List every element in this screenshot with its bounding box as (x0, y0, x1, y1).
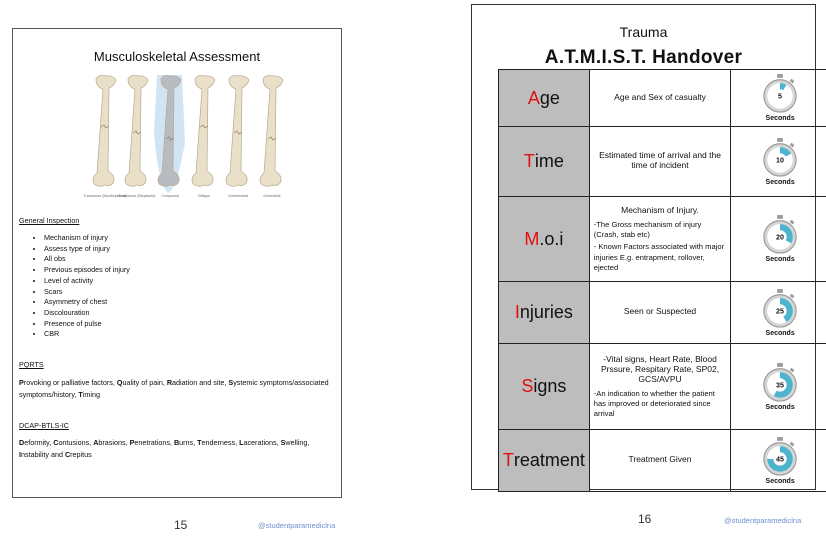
text-fragment: ystemic symptoms/associated symptoms/history, (19, 378, 329, 399)
atmist-row (499, 282, 826, 344)
femur-bone (192, 75, 215, 186)
atmist-initial: M (524, 228, 540, 249)
text-fragment: iming (82, 389, 100, 399)
atmist-description-cell (590, 282, 732, 343)
femur-bone (93, 75, 116, 186)
text-fragment: repitus (70, 449, 92, 459)
bold-initial: Q (116, 378, 123, 387)
seconds-label: Seconds (765, 115, 795, 122)
general-inspection-item: • Scars (44, 287, 130, 298)
right-page-tag: @studentparamediclna (724, 516, 802, 525)
stopwatch-icon (761, 74, 799, 114)
atmist-timer-cell (731, 430, 826, 491)
bold-initial: S (280, 438, 286, 447)
atmist-timer-cell (731, 344, 826, 429)
atmist-word-rest: ge (539, 87, 560, 108)
atmist-letter-cell (499, 344, 590, 429)
bold-initial: T (78, 389, 83, 399)
femur-bone (125, 75, 148, 186)
atmist-row (499, 344, 826, 430)
atmist-table (498, 69, 826, 492)
atmist-description: Mechanism of Injury. (621, 204, 699, 215)
femur-bone (226, 75, 249, 186)
general-inspection-item: • Mechanism of injury (44, 233, 130, 244)
general-inspection-item: • CBR (44, 329, 130, 340)
atmist-word-rest: .o.i (539, 228, 564, 249)
stopwatch-icon (761, 138, 799, 178)
atmist-timer-cell (731, 70, 826, 126)
atmist-word-rest: igns (533, 376, 567, 396)
general-inspection-heading: General Inspection (19, 216, 80, 225)
left-page-tag: @studentparamediclna (258, 521, 336, 530)
bold-initial: C (53, 438, 59, 447)
bold-initial: P (19, 378, 24, 387)
bold-initial: L (239, 438, 244, 447)
atmist-row (499, 430, 826, 492)
text-fragment: welling, (285, 438, 310, 447)
stopwatch-icon (761, 363, 799, 403)
fracture-type-label: Comminuted (227, 194, 249, 198)
atmist-letter-cell (499, 282, 590, 343)
general-inspection-item: • Assess type of injury (44, 244, 130, 255)
general-inspection-item: • Previous episodes of injury (44, 265, 130, 276)
femur-bones (83, 75, 283, 198)
atmist-timer-cell (731, 127, 826, 196)
text-fragment: enderness, (201, 438, 240, 447)
seconds-label: Seconds (765, 329, 795, 337)
atmist-description-cell (590, 127, 732, 196)
fracture-type-label: Greenstick (263, 194, 281, 198)
bold-initial: S (228, 378, 234, 387)
atmist-description-cell (590, 344, 732, 429)
bone-fracture-illustration (83, 73, 293, 205)
timer-seconds-value: 5 (778, 92, 783, 101)
fracture-type-label: Transverse (Nondisplaced) (83, 194, 127, 198)
general-inspection-item: • Presence of pulse (44, 319, 130, 330)
atmist-initial: T (523, 151, 535, 171)
bold-initial: D (19, 438, 25, 447)
bold-initial: B (173, 438, 180, 447)
bold-initial: T (197, 438, 202, 447)
atmist-initial: S (521, 376, 534, 396)
atmist-letter-cell (499, 197, 590, 281)
atmist-letter-cell (499, 127, 590, 196)
atmist-description-cell (590, 430, 732, 491)
atmist-description: Estimated time of arrival and the time of incident (599, 150, 721, 170)
general-inspection-item: • Discolouration (44, 308, 130, 319)
seconds-label: Seconds (765, 178, 795, 186)
atmist-detail: -An indication to whether the patient has improved or deteriorated since arrival (593, 388, 715, 419)
atmist-row (499, 197, 826, 282)
general-inspection-item: • Asymmetry of chest (44, 297, 130, 308)
atmist-description: Treatment Given (628, 454, 692, 464)
bold-initial: A (93, 438, 99, 447)
atmist-description: -Vital signs, Heart Rate, Blood Prssure, Respitary Rate, SP02, GCS/AVPU (600, 353, 720, 384)
atmist-initial: I (514, 302, 520, 322)
atmist-description-cell (590, 197, 732, 281)
atmist-description-cell (590, 70, 732, 126)
right-page-number: 16 (638, 512, 652, 526)
bold-initial: I (19, 449, 21, 459)
pqrts-text (19, 377, 337, 400)
timer-seconds-value: 35 (776, 381, 785, 390)
text-fragment: urns, (179, 438, 198, 447)
atmist-row (499, 127, 826, 197)
atmist-word-rest: ime (534, 151, 564, 171)
fracture-type-label: Transverse (Displaced) (118, 194, 156, 198)
stopwatch-icon (761, 289, 799, 329)
text-fragment: ontusions, (58, 438, 94, 447)
stopwatch-icon (761, 215, 799, 255)
atmist-detail: -The Gross mechanism of injury (Crash, stab etc) (593, 219, 702, 240)
bold-initial: C (64, 449, 71, 459)
atmist-word-rest: reatment (513, 450, 585, 470)
fracture-type-label: Compound (161, 194, 179, 198)
general-inspection-item: • Level of activity (44, 276, 130, 287)
left-page (12, 28, 342, 498)
timer-seconds-value: 10 (776, 156, 785, 165)
text-fragment: rovoking or palliative factors, (23, 378, 117, 387)
right-page-title: Trauma (619, 24, 668, 40)
general-inspection-item: • All obs (44, 254, 130, 265)
stopwatch-icon (761, 437, 799, 477)
atmist-initial: T (502, 450, 514, 470)
atmist-timer-cell (731, 282, 826, 343)
text-fragment: brasions, (98, 438, 130, 447)
seconds-label: Seconds (765, 403, 795, 411)
timer-seconds-value: 25 (776, 307, 785, 316)
bold-initial: P (129, 438, 135, 447)
atmist-word-rest: njuries (519, 302, 573, 322)
general-inspection-list (31, 233, 130, 340)
text-fragment: adiation and site, (172, 378, 229, 387)
dcap-heading: DCAP-BTLS-IC (19, 421, 69, 430)
atmist-row (499, 70, 826, 127)
text-fragment: eformity, (24, 438, 54, 447)
seconds-label: Seconds (765, 477, 795, 485)
atmist-letter-cell (499, 430, 590, 491)
pqrts-heading: PQRTS (19, 360, 44, 369)
left-page-title: Musculoskeletal Assessment (93, 49, 261, 64)
atmist-heading: A.T.M.I.S.T. Handover (544, 47, 743, 68)
text-fragment: uality of pain, (122, 378, 167, 387)
timer-seconds-value: 20 (776, 233, 785, 242)
left-page-number: 15 (174, 518, 188, 532)
seconds-label: Seconds (765, 256, 795, 263)
fracture-type-label: Oblique (197, 194, 211, 198)
atmist-description: Age and Sex of casualty (614, 91, 706, 102)
text-fragment: nstability and (21, 449, 65, 459)
atmist-initial: A (527, 87, 540, 108)
atmist-description: Seen or Suspected (623, 306, 697, 316)
femur-bone (260, 75, 283, 186)
timer-seconds-value: 45 (776, 455, 785, 464)
atmist-detail: - Known Factors associated with major injuries E.g. entrapment, rollover, ejected (593, 242, 725, 272)
right-page (471, 4, 816, 490)
atmist-letter-cell (499, 70, 590, 126)
atmist-timer-cell (731, 197, 826, 281)
text-fragment: enetrations, (134, 438, 174, 447)
dcap-text (19, 437, 337, 460)
bold-initial: R (166, 378, 173, 387)
text-fragment: acerations, (243, 438, 281, 447)
